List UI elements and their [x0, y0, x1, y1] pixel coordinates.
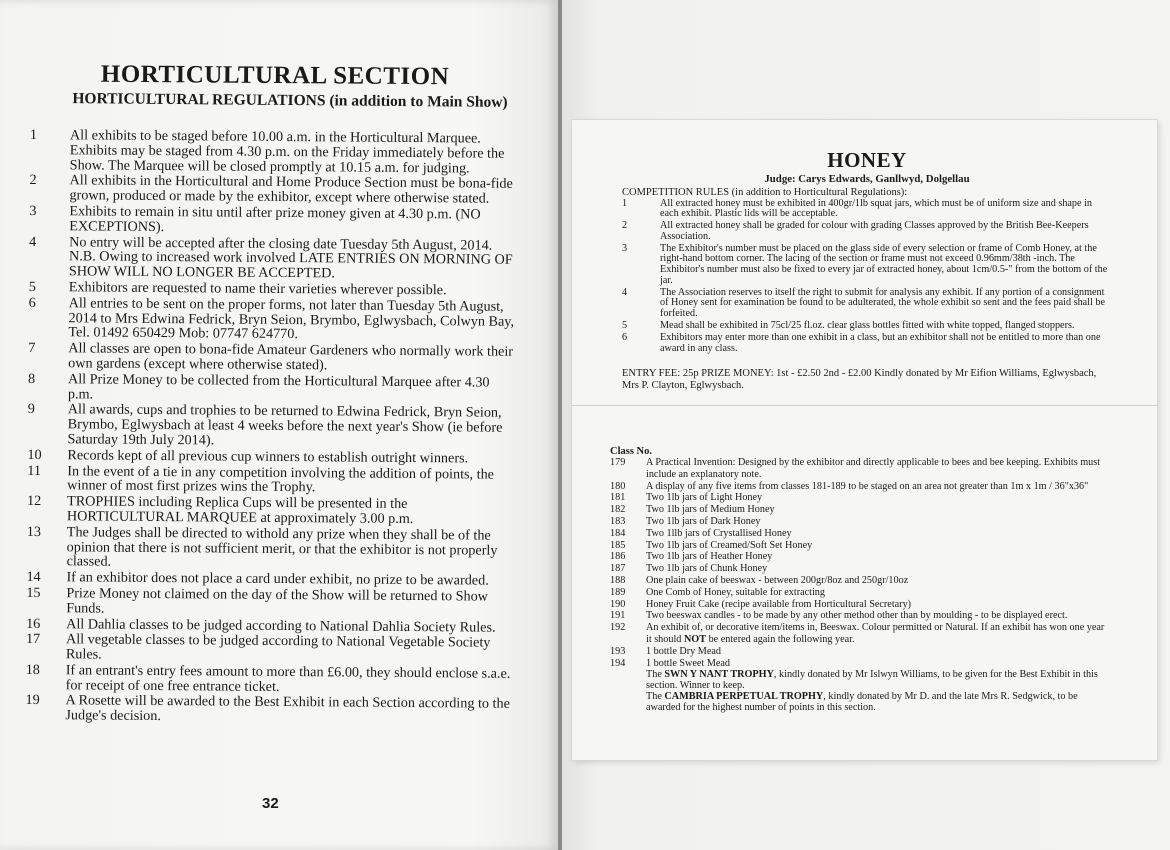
regulation-item-number: 2	[29, 172, 37, 189]
regulation-item-number: 3	[29, 202, 37, 220]
regulation-item-text: The Judges shall be directed to withold any prize when they shall be of the opinion that there is not sufficient merit, or that the exhibitor is not properly classed.	[66, 524, 498, 570]
class-item-number: 182	[610, 504, 626, 516]
class-item-number: 183	[610, 515, 626, 527]
class-item-text: Two 1lb jars of Dark Honey	[646, 515, 761, 527]
class-item	[610, 587, 1110, 599]
regulation-item-text: Exhibits to remain in situ until after prize money given at 4.30 p.m. (NO EXCEPTIONS).	[69, 203, 481, 235]
class-item	[610, 646, 1110, 658]
regulation-item-number: 17	[25, 631, 41, 648]
class-item-number: 192	[610, 622, 626, 634]
section-subtitle: HORTICULTURAL REGULATIONS (in addition to Main Show)	[72, 90, 508, 111]
regulations-list	[25, 128, 520, 727]
competition-rule-item-number: 5	[622, 320, 628, 332]
horticultural-section	[25, 60, 520, 725]
regulation-item-number: 12	[27, 493, 42, 510]
regulation-item-number: 6	[28, 294, 36, 311]
competition-rule-item	[622, 199, 1112, 220]
class-item	[610, 610, 1110, 622]
competition-rule-item-number: 1	[622, 197, 628, 209]
class-item	[610, 575, 1110, 587]
competition-rule-item	[622, 288, 1112, 320]
regulation-item	[27, 494, 517, 527]
regulation-item-number: 18	[25, 661, 40, 678]
trophy-swn-y-nant: The SWN Y NANT TROPHY, kindly donated by Mr Islwyn Williams, to be given for the Best Exhibit in this section. Winner to keep.	[646, 669, 1098, 692]
honey-title: HONEY	[827, 148, 907, 172]
class-item-text: Two 1lb jars of Medium Honey	[646, 504, 775, 516]
regulation-item-text: Records kept of all previous cup winners to establish outright winners.	[67, 447, 469, 467]
trophy-cambria: The CAMBRIA PERPETUAL TROPHY, kindly donated by Mr D. and the late Mrs R. Sedgwick, to be awarded for the highest number of points in this section.	[646, 691, 1078, 714]
regulation-item-number: 13	[26, 523, 42, 540]
regulation-item	[29, 204, 519, 237]
regulation-item	[28, 341, 518, 374]
class-item	[610, 457, 1110, 481]
regulation-item	[26, 632, 516, 665]
class-item-number: 187	[610, 563, 626, 575]
regulation-item-number: 15	[26, 584, 41, 602]
regulation-item	[29, 173, 519, 206]
competition-rule-item-number: 4	[622, 286, 628, 298]
class-item-text: One Comb of Honey, suitable for extracting	[646, 586, 825, 598]
class-item	[610, 481, 1110, 493]
competition-rule-item-text: All extracted honey shall be graded for colour with grading Classes approved by the British Bee-Keepers Association.	[660, 220, 1089, 242]
competition-rule-item-text: The Exhibitor's number must be placed on the glass side of every selection or frame of Comb Honey, at the right-hand bottom corner. The lacing of the section or frame must not exceed 0.96mm/38th -inch. The Exhibitor's number must also be fixed to every jar of extracted honey, about 1cm/0.5-" from the bottom of the jar.	[660, 242, 1108, 286]
regulation-item-text: TROPHIES including Replica Cups will be presented in the HORTICULTURAL MARQUEE at approximately 3.00 p.m.	[66, 493, 414, 527]
page-number: 32	[262, 795, 279, 812]
class-item-text: An exhibit of, or decorative item/items in, Beeswax. Colour permitted or Natural. If an exhibit has won one year it should NOT be entered again the following year.	[646, 622, 1105, 645]
competition-rule-item	[622, 221, 1112, 242]
class-item-number: 185	[610, 539, 626, 551]
divider	[572, 405, 1157, 406]
competition-rule-item-text: The Association reserves to itself the right to submit for analysis any exhibit. If any portion of a consignment of Honey sent for examination be found to be adulterated, the whole exhibit so sent and the fees paid shall be forfeited.	[660, 286, 1106, 319]
class-item-text: Two 1llb jars of Crystallised Honey	[646, 527, 792, 539]
class-list	[610, 457, 1110, 669]
class-item-text: Two 1lb jars of Light Honey	[646, 492, 763, 504]
class-item-text: Honey Fruit Cake (recipe available from Horticultural Secretary)	[646, 598, 912, 610]
class-item-text: A display of any five items from classes 181-189 to be staged on an area not greater than 1m x 1m / 36"x36"	[646, 480, 1089, 492]
regulation-item	[29, 235, 519, 283]
regulation-item-number: 7	[28, 340, 36, 357]
regulation-item-text: A Rosette will be awarded to the Best Exhibit in each Section according to the Judge's decision.	[65, 692, 510, 725]
class-item-number: 190	[610, 598, 626, 610]
regulation-item	[28, 296, 518, 344]
honey-header-block	[622, 148, 1112, 392]
class-item-text: 1 bottle Dry Mead	[646, 645, 721, 657]
regulation-item-text: If an exhibitor does not place a card under exhibit, no prize to be awarded.	[66, 569, 489, 589]
class-item-number: 191	[610, 610, 626, 622]
competition-rule-item-text: All extracted honey must be exhibited in 400gr/1lb squat jars, which must be of uniform size and shape in each exhibit. Plastic lids will be acceptable.	[660, 197, 1093, 220]
class-item-text: Two 1lb jars of Creamed/Soft Set Honey	[646, 539, 813, 551]
class-item	[610, 563, 1110, 575]
class-item	[610, 599, 1110, 611]
regulation-item-text: Prize Money not claimed on the day of the Show will be returned to Show Funds.	[66, 585, 489, 617]
entry-fee: ENTRY FEE: 25p PRIZE MONEY: 1st - £2.50 2nd - £2.00 Kindly donated by Mr Eifion Williams, Eglwysbach, Mrs P. Clayton, Eglwysbach.	[622, 368, 1097, 392]
regulation-item-number: 4	[29, 233, 37, 250]
class-item-number: 193	[610, 645, 626, 657]
class-item-number: 188	[610, 574, 626, 586]
regulation-item-text: All awards, cups and trophies to be returned to Edwina Fedrick, Bryn Seion, Brymbo, Eglwysbach at least 4 weeks before the next year's Show (ie before Saturday 19th July 2014).	[67, 401, 503, 449]
regulation-item-number: 11	[27, 462, 42, 479]
regulation-item	[26, 663, 516, 696]
section-title: HORTICULTURAL SECTION	[100, 60, 450, 91]
competition-rule-item-number: 3	[622, 242, 628, 254]
competition-rule-item	[622, 321, 1112, 332]
regulation-item-text: All Prize Money to be collected from the Horticultural Marquee after 4.30 p.m.	[67, 371, 490, 403]
competition-rule-item	[622, 333, 1112, 354]
regulation-item	[25, 693, 515, 726]
class-item-text: A Practical Invention: Designed by the exhibitor and directly applicable to bees and bee keeping. Exhibits must include an explanatory note.	[646, 457, 1101, 480]
regulation-item-text: No entry will be accepted after the closing date Tuesday 5th August, 2014. N.B. Owing to increased work involved LATE ENTRIES ON MORNING OF SHOW WILL NO LONGER BE ACCEPTED.	[68, 233, 513, 282]
regulation-item	[26, 586, 516, 619]
class-item-number: 179	[610, 457, 626, 468]
regulation-item-text: All vegetable classes to be judged according to National Vegetable Society Rules.	[65, 631, 491, 663]
class-item-number: 194	[610, 657, 626, 669]
class-item-text: One plain cake of beeswax - between 200gr/8oz and 250gr/10oz	[646, 574, 909, 586]
class-item	[610, 528, 1110, 540]
regulation-item-number: 14	[26, 569, 41, 586]
competition-rule-item-text: Mead shall be exhibited in 75cl/25 fl.oz. clear glass bottles fitted with white topped, flanged stoppers.	[660, 320, 1075, 332]
honey-insert	[572, 120, 1157, 760]
regulation-item-number: 5	[28, 278, 36, 296]
competition-rule-item	[622, 244, 1112, 286]
regulation-item-number: 16	[26, 615, 41, 632]
class-item	[610, 551, 1110, 563]
class-number-heading: Class No.	[610, 446, 653, 457]
class-list-block	[610, 446, 1110, 713]
class-item-number: 184	[610, 527, 626, 539]
regulation-item	[27, 402, 517, 450]
class-item	[610, 516, 1110, 528]
regulation-item	[28, 372, 518, 405]
class-item	[610, 540, 1110, 552]
regulation-item	[30, 128, 520, 176]
class-item-text: Two 1lb jars of Heather Honey	[646, 551, 773, 563]
class-item-text: Two beeswax candles - to be made by any other method other than by moulding - to be displayed erect.	[646, 610, 1068, 622]
class-item	[610, 622, 1110, 646]
competition-rule-item-number: 2	[622, 220, 628, 232]
regulation-item-text: If an entrant's entry fees amount to more than £6.00, they should enclose s.a.e. for receipt of one free entrance ticket.	[65, 662, 511, 695]
competition-rules-heading: COMPETITION RULES (in addition to Horticultural Regulations):	[622, 187, 908, 198]
class-item-text: 1 bottle Sweet Mead	[646, 657, 731, 669]
left-page	[0, 0, 558, 850]
competition-rules-list	[622, 199, 1112, 355]
class-item-number: 189	[610, 586, 626, 598]
class-item-number: 186	[610, 551, 626, 563]
regulation-item-number: 19	[25, 692, 40, 709]
regulation-item-text: All Dahlia classes to be judged according to National Dahlia Society Rules.	[66, 615, 496, 636]
regulation-item-number: 9	[27, 401, 35, 418]
regulation-item-text: All entries to be sent on the proper forms, not later than Tuesday 5th August, 2014 to Mrs Edwina Fedrick, Bryn Seion, Brymbo, Eglwysbach, Colwyn Bay, Tel. 01492 650429 Mob: 07747 624770.	[68, 295, 515, 343]
competition-rule-item-text: Exhibitors may enter more than one exhibit in a class, but an exhibitor shall not be entitled to more than one award in any class.	[660, 332, 1101, 354]
regulation-item-number: 8	[27, 370, 36, 387]
regulation-item-text: All exhibits to be staged before 10.00 a.m. in the Horticultural Marquee. Exhibits may be staged from 4.30 p.m. on the Friday immediately before the Show. The Marquee will be closed promptly at 10.15 a.m. for judging.	[69, 127, 505, 177]
class-item	[610, 504, 1110, 516]
regulation-item-text: All exhibits in the Horticultural and Home Produce Section must be bona-fide grown, produced or made by the exhibitor, except where otherwise stated.	[69, 172, 513, 207]
class-item	[610, 492, 1110, 504]
judge-line: Judge: Carys Edwards, Ganllwyd, Dolgellau	[764, 173, 970, 185]
regulation-item	[27, 525, 517, 573]
class-item-number: 181	[610, 492, 626, 504]
competition-rule-item-number: 6	[622, 332, 628, 344]
regulation-item-text: All classes are open to bona-fide Amateur Gardeners who normally work their own gardens (except where otherwise stated).	[68, 340, 514, 374]
regulation-item-text: In the event of a tie in any competition involving the addition of points, the winner of most first prizes wins the Trophy.	[67, 462, 495, 496]
regulation-item-number: 10	[27, 446, 42, 463]
class-item-number: 180	[610, 480, 626, 492]
regulation-item-text: Exhibitors are requested to name their varieties wherever possible.	[68, 279, 447, 299]
regulation-item	[27, 464, 517, 497]
class-item-text: Two 1lb jars of Chunk Honey	[646, 563, 768, 575]
class-item	[610, 658, 1110, 670]
regulation-item-number: 1	[29, 127, 38, 144]
